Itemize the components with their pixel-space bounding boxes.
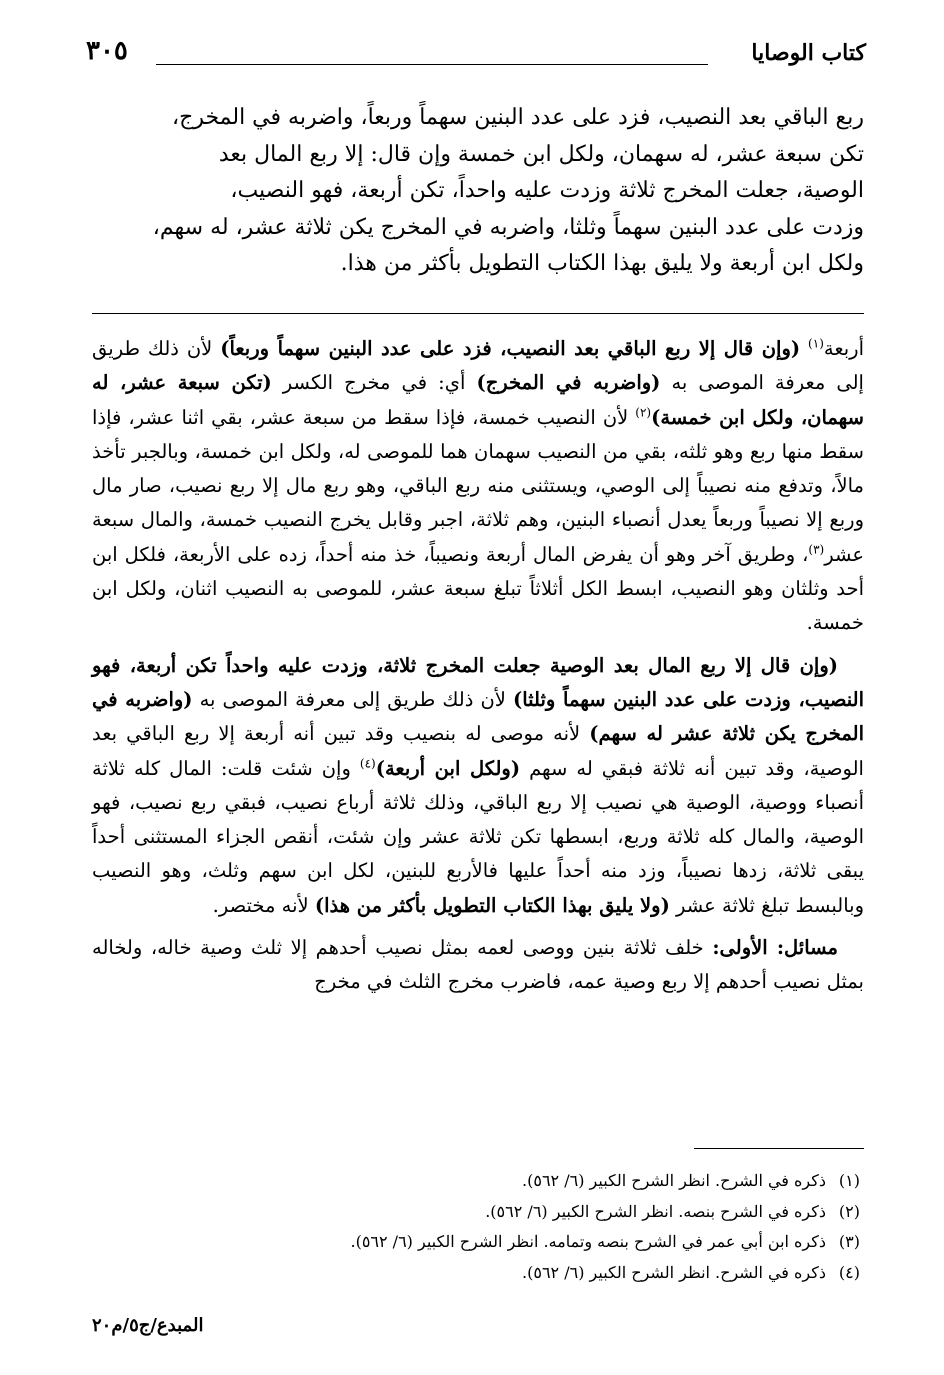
footnote-text: ذكره ابن أبي عمر في الشرح بنصه وتمامه. انظر الشرح الكبير (٦/ ٥٦٢). bbox=[350, 1232, 826, 1251]
footnote-ref: (١) bbox=[808, 336, 824, 351]
commentary-text: ، وطريق آخر وهو أن يفرض المال أربعة ونصيباً، خذ منه أحداً، زده على الأربعة، فلكل ابن أحد وثلثان وهو النصيب، ابسط الكل أثلاثاً تبلغ سبعة عشر، للموصى به النصيب اثنان، ولكل ابن خمسة. bbox=[92, 542, 864, 635]
commentary-text: لأن ذلك طريق إلى معرفة الموصى به bbox=[92, 337, 864, 395]
footnote-text: ذكره في الشرح. انظر الشرح الكبير (٦/ ٥٦٢). bbox=[522, 1262, 826, 1282]
commentary-text: لأنه مختصر. bbox=[212, 893, 309, 917]
commentary-text: أربعة bbox=[823, 337, 864, 360]
footnote-divider bbox=[694, 1148, 864, 1149]
commentary-paragraph bbox=[92, 649, 864, 923]
quoted-matn: (وإن قال إلا ربع المال بعد الوصية جعلت المخرج ثلاثة، وزدت عليه واحداً تكن أربعة، فهو النصيب، وزدت على عدد البنين سهماً وثلثا) bbox=[92, 653, 864, 711]
book-title: كتاب الوصايا bbox=[751, 40, 866, 66]
quoted-matn: (ولا يليق بهذا الكتاب التطويل بأكثر من هذا) bbox=[314, 893, 670, 917]
footnote-text: ذكره في الشرح. انظر الشرح الكبير (٦/ ٥٦٢). bbox=[522, 1171, 826, 1190]
text-commentary-divider bbox=[92, 313, 864, 314]
commentary-paragraph bbox=[92, 332, 864, 641]
commentary-text: لأن النصيب خمسة، فإذا سقط من سبعة عشر، بقي اثنا عشر، فإذا سقط منها ربع وهو ثلثه، بقي من النصيب سهمان هما للموصى له، ولكل ابن خمسة، وبالجبر تأخذ مالاً، وتدفع منه نصيباً إلى الوصي، ويستثنى منه ربع الباقي، وهو ربع مال إلا ربع نصيب، صار مال وربع إلا نصيباً وربعاً يعدل أنصباء البنين، وهم ثلاثة، اجبر وقابل يخرج النصيب خمسة، والمال سبعة عشر bbox=[92, 405, 864, 566]
footnote-ref: (٢) bbox=[635, 405, 652, 420]
footnote bbox=[92, 1197, 864, 1228]
footnote-ref: (٤) bbox=[359, 756, 376, 771]
footnote bbox=[92, 1166, 864, 1197]
footnote-number: (٣) bbox=[838, 1232, 860, 1251]
printer-signature: المبدع/ج٥/م٢٠ bbox=[92, 1315, 204, 1336]
header-rule bbox=[156, 64, 708, 65]
main-text-line: ولكل ابن أربعة ولا يليق بهذا الكتاب التطويل بأكثر من هذا. bbox=[340, 251, 864, 276]
commentary-text: خلف ثلاثة بنين ووصى لعمه بمثل نصيب أحدهم إلا ثلث وصية خاله، ولخاله بمثل نصيب أحدهم إلا ربع وصية عمه، فاضرب مخرج الثلث في مخرج bbox=[92, 936, 864, 994]
footnote-number: (٤) bbox=[838, 1262, 860, 1282]
main-text-line: وزدت على عدد البنين سهماً وثلثا، واضربه في المخرج يكن ثلاثة عشر، له سهم، bbox=[152, 214, 864, 240]
footnote bbox=[92, 1227, 864, 1258]
footnote-text: ذكره في الشرح بنصه. انظر الشرح الكبير (٦/ ٥٦٢). bbox=[485, 1201, 826, 1221]
quoted-matn: (واضربه في المخرج) bbox=[476, 371, 661, 395]
section-heading: مسائل: الأولى: bbox=[712, 936, 838, 960]
commentary-paragraph bbox=[92, 931, 864, 1000]
footnotes bbox=[92, 1166, 864, 1288]
quoted-matn: (وإن قال إلا ربع الباقي بعد النصيب، فزد على عدد البنين سهماً وربعاً) bbox=[220, 337, 801, 360]
main-text-line: تكن سبعة عشر، له سهمان، ولكل ابن خمسة وإن قال: إلا ربع المال بعد bbox=[218, 141, 864, 167]
footnote-ref: (٣) bbox=[808, 542, 825, 557]
quoted-matn: (تكن سبعة عشر، له سهمان، ولكل ابن خمسة) bbox=[92, 371, 864, 429]
main-text-line: الوصية، جعلت المخرج ثلاثة وزدت عليه واحداً، تكن أربعة، فهو النصيب، bbox=[230, 178, 864, 203]
footnote-number: (١) bbox=[838, 1171, 860, 1190]
quoted-matn: (واضربه في المخرج يكن ثلاثة عشر له سهم) bbox=[92, 687, 865, 746]
commentary-text: لأن ذلك طريق إلى معرفة الموصى به bbox=[199, 687, 506, 711]
main-text bbox=[94, 100, 864, 283]
commentary-text: وإن شئت قلت: المال كله ثلاثة أنصباء ووصية، الوصية هي نصيب إلا ربع الباقي، وذلك ثلاثة أرباع نصيب، فبقي ربع نصيب، فهو الوصية، والمال كله ثلاثة وربع، ابسطها تكن ثلاثة عشر وإن شئت، أنقص الجزاء المستثنى أحداً يبقى ثلاثة، زدها نصيباً، وزد منه أحداً عليها فالأربع للبنين، لكل ابن سهم وثلث، وهو النصيب وبالبسط تبلغ ثلاثة عشر bbox=[92, 756, 864, 917]
page-header bbox=[86, 36, 866, 76]
footnote bbox=[92, 1258, 864, 1289]
commentary-text: لأنه موصى له بنصيب وقد تبين أنه أربعة إلا ربع الباقي بعد الوصية، وقد تبين أنه ثلاثة فبقي له سهم bbox=[92, 722, 864, 780]
commentary bbox=[92, 332, 864, 1000]
page-number: ٣٠٥ bbox=[86, 36, 128, 66]
footnote-number: (٢) bbox=[838, 1201, 860, 1221]
quoted-matn: (ولكل ابن أربعة) bbox=[375, 756, 521, 780]
commentary-text: أي: في مخرج الكسر bbox=[282, 371, 466, 395]
main-text-line: ربع الباقي بعد النصيب، فزد على عدد البنين سهماً وربعاً، واضربه في المخرج، bbox=[172, 105, 864, 130]
